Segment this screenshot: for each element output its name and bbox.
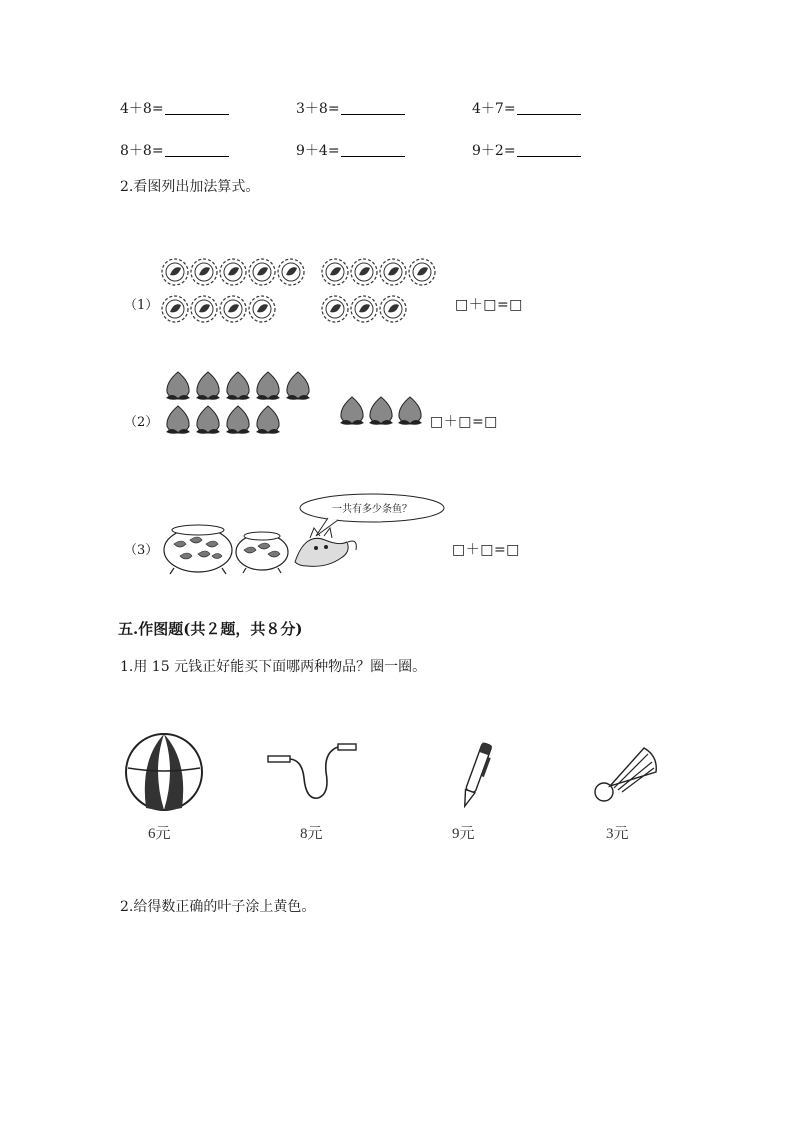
speech-bubble [300,494,444,536]
equation-6: 9＋2= [472,140,581,160]
answer-blank[interactable] [165,100,229,115]
flowers-illustration [155,252,445,332]
shuttlecock-icon[interactable] [586,740,666,810]
item-1-answer[interactable]: □＋□=□ [455,297,523,313]
cat-icon [295,528,356,566]
answer-blank[interactable] [341,142,405,157]
ball-icon[interactable] [120,730,210,818]
equation-2: 3＋8= [296,98,405,118]
equation-3: 4＋7= [472,98,581,118]
section-5-q2-title: 2.给得数正确的叶子涂上黄色。 [120,899,316,915]
peaches-illustration [160,368,430,440]
item-2-answer[interactable]: □＋□=□ [430,414,498,430]
section-5-title: 五.作图题(共２题，共８分) [118,620,303,638]
fishbowls-illustration [160,492,450,578]
jump-rope-price: 8元 [300,826,323,842]
item-3-answer[interactable]: □＋□=□ [452,542,520,558]
answer-blank[interactable] [165,142,229,157]
equation-4: 8＋8= [120,140,229,160]
pen-icon[interactable] [450,738,500,818]
equation-1: 4＋8= [120,98,229,118]
speech-text: 一共有多少条鱼？ [332,504,412,515]
ball-price: 6元 [148,826,171,842]
question-2-title: 2.看图列出加法算式。 [120,179,260,195]
shuttlecock-price: 3元 [606,826,629,842]
section-5-q1-title: 1.用 15 元钱正好能买下面哪两种物品？圈一圈。 [120,659,427,675]
equation-5: 9＋4= [296,140,405,160]
pen-price: 9元 [452,826,475,842]
answer-blank[interactable] [517,100,581,115]
answer-blank[interactable] [517,142,581,157]
item-1-label: （1） [124,298,159,313]
jump-rope-icon[interactable] [262,738,362,808]
item-2-label: （2） [124,415,159,430]
answer-blank[interactable] [341,100,405,115]
item-3-label: （3） [124,543,159,558]
